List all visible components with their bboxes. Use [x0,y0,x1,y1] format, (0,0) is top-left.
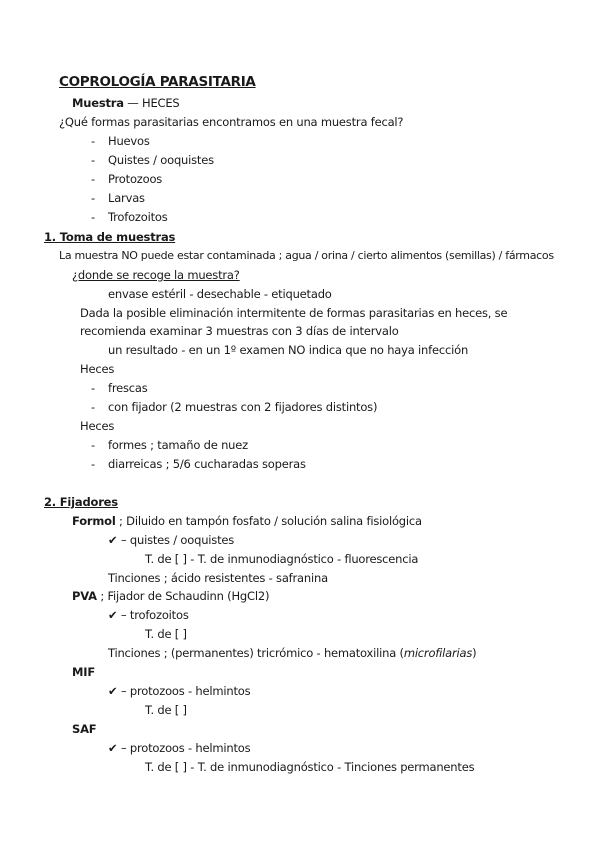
item-text: Larvas [108,191,145,205]
text-donde: ¿donde se recoge la muestra? [72,268,240,282]
list-item [91,134,150,148]
dash: - [91,381,95,395]
item-text: Huevos [108,134,150,148]
pva-tecnicas: T. de [ ] [145,627,187,641]
saf-tecnicas: T. de [ ] - T. de inmunodiagnóstico - Tinciones permanentes [145,760,475,774]
mif-name: MIF [72,665,95,679]
saf-check: ✔ – protozoos - helmintos [108,741,251,755]
list-item [91,400,378,414]
pva-tinciones [108,646,476,660]
dash: - [91,438,95,452]
pva-line [72,589,269,603]
formol-line [72,514,422,528]
question: ¿Qué formas parasitarias encontramos en una muestra fecal? [59,115,404,129]
list-item [91,210,168,224]
list-item [91,172,163,186]
item-text: formes ; tamaño de nuez [108,438,248,452]
formol-name: Formol [72,514,116,528]
section-heading-fijadores: 2. Fijadores [44,495,118,509]
item-text: frescas [108,381,148,395]
dash: - [91,191,95,205]
pva-name: PVA [72,589,97,603]
saf-name: SAF [72,722,97,736]
dash: - [91,210,95,224]
pva-tinc-end: ) [472,646,477,660]
section-heading-toma: 1. Toma de muestras [44,230,176,244]
dash: - [91,172,95,186]
item-text: Quistes / ooquistes [108,153,214,167]
text-heces-a: Heces [80,362,115,376]
pva-check: ✔ – trofozoitos [108,608,189,622]
pva-desc: ; Fijador de Schaudinn (HgCl2) [96,589,270,603]
pva-tinc-italic: microfilarias [403,646,473,660]
formol-desc: ; Diluido en tampón fosfato / solución salina fisiológica [115,514,422,528]
dash: - [91,400,95,414]
muestra-line [72,96,180,110]
list-item [91,153,214,167]
item-text: Trofozoitos [108,210,168,224]
mif-check: ✔ – protozoos - helmintos [108,684,251,698]
text-no-contaminada: La muestra NO puede estar contaminada ; agua / orina / cierto alimentos (semillas) / fármacos [59,249,554,262]
text-heces-b: Heces [80,419,115,433]
text-dada-2: recomienda examinar 3 muestras con 3 días de intervalo [80,324,399,338]
text-envase: envase estéril - desechable - etiquetado [108,287,332,301]
dash: - [91,134,95,148]
text-resultado: un resultado - en un 1º examen NO indica que no haya infección [108,343,469,357]
muestra-value: — HECES [123,96,180,110]
dash: - [91,457,95,471]
formol-tinciones: Tinciones ; ácido resistentes - safranina [108,571,328,585]
item-text: con fijador (2 muestras con 2 fijadores distintos) [108,400,378,414]
formol-check: ✔ – quistes / ooquistes [108,533,235,547]
list-item [91,381,148,395]
dash: - [91,153,95,167]
muestra-label: Muestra [72,96,124,110]
page-title: COPROLOGÍA PARASITARIA [59,74,256,90]
list-item [91,191,145,205]
pva-tinc-text: Tinciones ; (permanentes) tricrómico - hematoxilina ( [108,646,404,660]
mif-tecnicas: T. de [ ] [145,703,187,717]
text-dada-1: Dada la posible eliminación intermitente de formas parasitarias en heces, se [80,306,508,320]
list-item [91,457,306,471]
item-text: diarreicas ; 5/6 cucharadas soperas [108,457,306,471]
formol-tecnicas: T. de [ ] - T. de inmunodiagnóstico - fluorescencia [145,552,419,566]
item-text: Protozoos [108,172,163,186]
list-item [91,438,248,452]
